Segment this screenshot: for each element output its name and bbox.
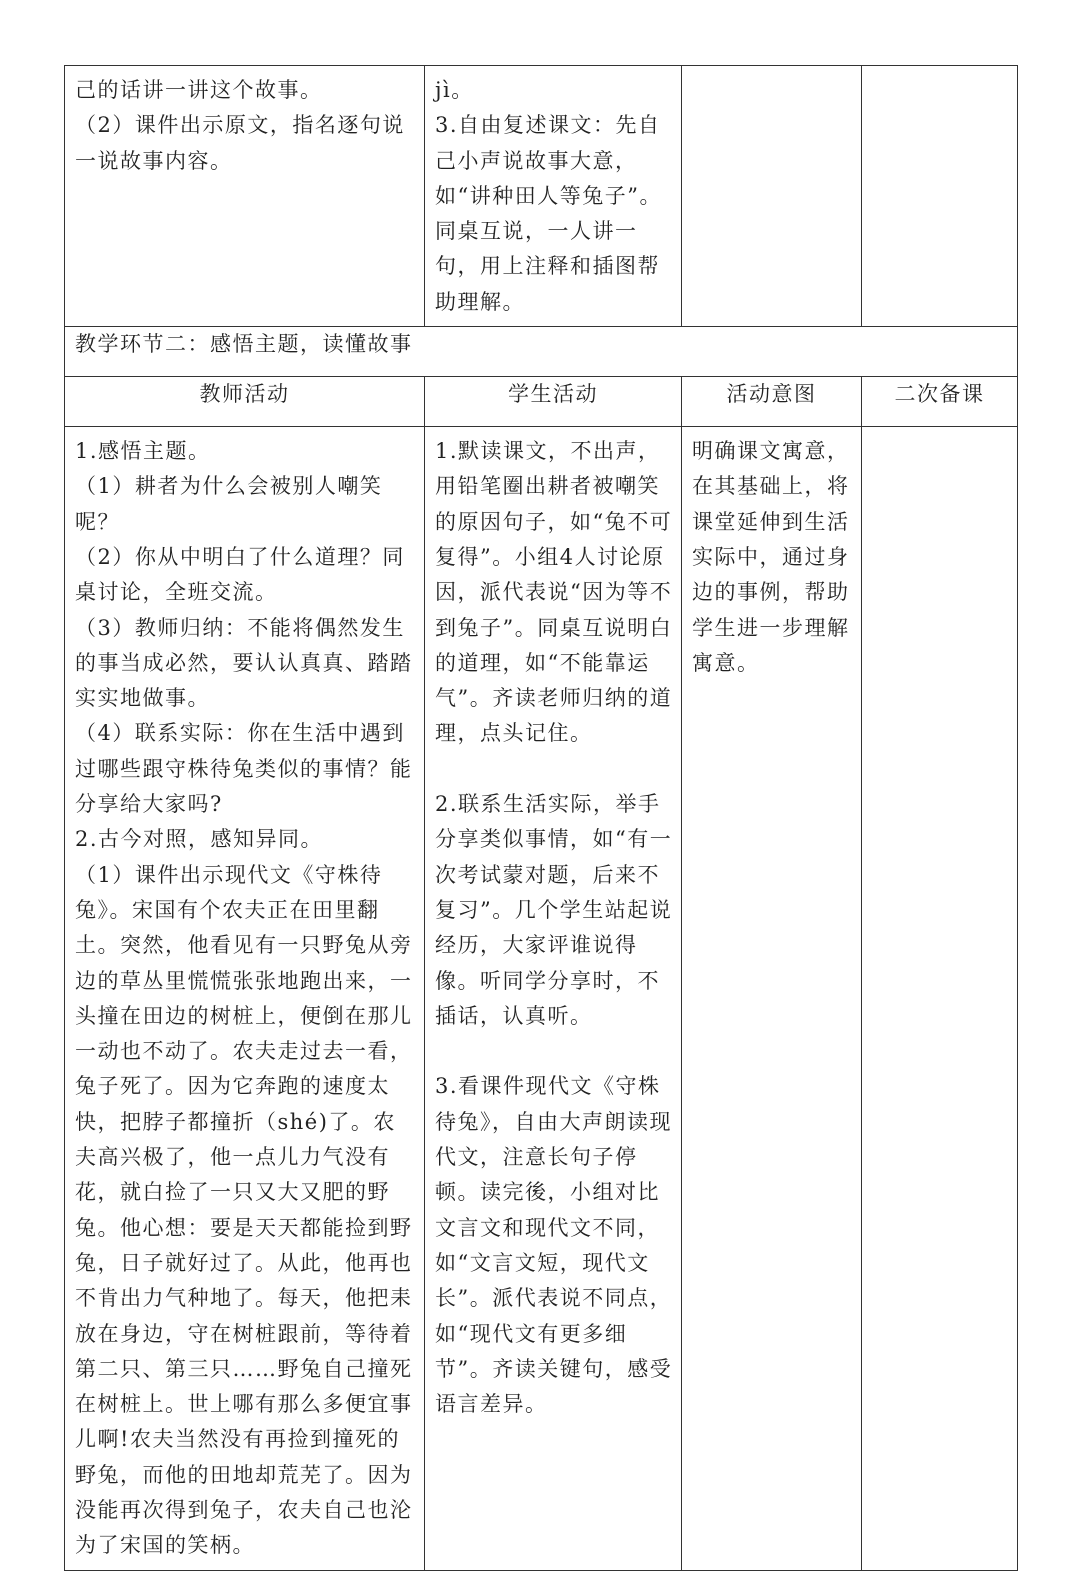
- header-teacher-activity: [65, 377, 425, 427]
- continued-activity-row: [65, 66, 1018, 327]
- lesson-plan-table: [64, 65, 1018, 1571]
- activity-intent-cell: [682, 427, 862, 1571]
- header-label: 二次备课: [894, 382, 985, 407]
- header-secondary-prep: [862, 377, 1018, 427]
- student-activity-text: [425, 427, 681, 1428]
- text-line: （4）联系实际：你在生活中遇到过哪些跟守株待兔类似的事情？能分享给大家吗?: [75, 721, 413, 817]
- section-title-cell: [65, 327, 1018, 377]
- text-line: （1）耕者为什么会被别人嘲笑呢？: [75, 474, 383, 534]
- activity-row: [65, 427, 1018, 1571]
- text-line: 1.默读课文，不出声，用铅笔圈出耕者被嘲笑的原因句子，如“兔不可复得”。小组4人讨论原因，派代表说“因为等不到兔子”。同桌互说明白的道理，如“不能靠运气”。齐读老师归纳的道理，点头记住。: [435, 439, 673, 746]
- student-activity-cell: [425, 427, 682, 1571]
- teacher-activity-cell: [65, 66, 425, 327]
- text-line: jì。: [435, 78, 474, 102]
- header-label: 活动意图: [726, 382, 817, 407]
- text-line: 2.联系生活实际，举手分享类似事情，如“有一次考试蒙对题，后来不复习”。几个学生站起说经历，大家评谁说得像。听同学分享时，不插话，认真听。: [435, 792, 673, 1028]
- paragraph-gap: [435, 1034, 673, 1069]
- student-activity-text: [425, 66, 681, 326]
- student-activity-cell: [425, 66, 682, 327]
- text-line: 3.看课件现代文《守株待兔》，自由大声朗读现代文，注意长句子停顿。读完後，小组对比文言文和现代文不同，如“文言文短，现代文长”。派代表说不同点，如“现代文有更多细节”。齐读关键句，感受语言差异。: [435, 1074, 673, 1417]
- section-title: 教学环节二：感悟主题，读懂故事: [75, 332, 413, 357]
- header-activity-intent: [682, 377, 862, 427]
- text-line: （2）你从中明白了什么道理？同桌讨论，全班交流。: [75, 544, 405, 605]
- text-line: 明确课文寓意，在其基础上，将课堂延伸到生活实际中，通过身边的事例，帮助学生进一步理解寓意。: [692, 439, 850, 675]
- teacher-activity-cell: [65, 427, 425, 1571]
- text-line: （1）课件出示现代文《守株待兔》。宋国有个农夫正在田里翻土。突然，他看见有一只野兔从旁边的草丛里慌慌张张地跑出来，一头撞在田边的树桩上，便倒在那儿一动也不动了。农夫走过去一看，兔子死了。因为它奔跑的速度太快，把脖子都撞折（shé)了。农夫高兴极了，他一点儿力气没有花，就白捡了一只又大又肥的野兔。他心想：要是天天都能捡到野兔，日子就好过了。从此，他再也不肯出力气种地了。每天，他把耒放在身边，守在树桩跟前，等待着第二只、第三只……野兔自己撞死在树桩上。世上哪有那么多便宜事儿啊!农夫当然没有再捡到撞死的野兔，而他的田地却荒芜了。因为没能再次得到兔子，农夫自己也沦为了宋国的笑柄。: [75, 862, 413, 1558]
- column-header-row: [65, 377, 1018, 427]
- teacher-activity-text: [65, 427, 424, 1570]
- section-title-row: [65, 327, 1018, 377]
- activity-intent-cell: [682, 66, 862, 327]
- header-label: 教师活动: [199, 382, 290, 407]
- text-line: （3）教师归纳：不能将偶然发生的事当成必然，要认认真真、踏踏实实地做事。: [75, 615, 413, 711]
- header-student-activity: [425, 377, 682, 427]
- text-line: 己的话讲一讲这个故事。: [75, 78, 323, 102]
- text-line: 3.自由复述课文：先自己小声说故事大意，如“讲种田人等兔子”。同桌互说，一人讲一句，用上注释和插图帮助理解。: [435, 113, 662, 314]
- header-label: 学生活动: [508, 382, 598, 407]
- secondary-prep-cell: [862, 427, 1018, 1571]
- paragraph-gap: [435, 752, 673, 787]
- text-line: 1.感悟主题。: [75, 439, 211, 464]
- text-line: （2）课件出示原文，指名逐句说一说故事内容。: [75, 113, 405, 173]
- secondary-prep-cell: [862, 66, 1018, 327]
- teacher-activity-text: [65, 66, 424, 185]
- activity-intent-text: [682, 427, 861, 687]
- text-line: 2.古今对照，感知异同。: [75, 827, 324, 852]
